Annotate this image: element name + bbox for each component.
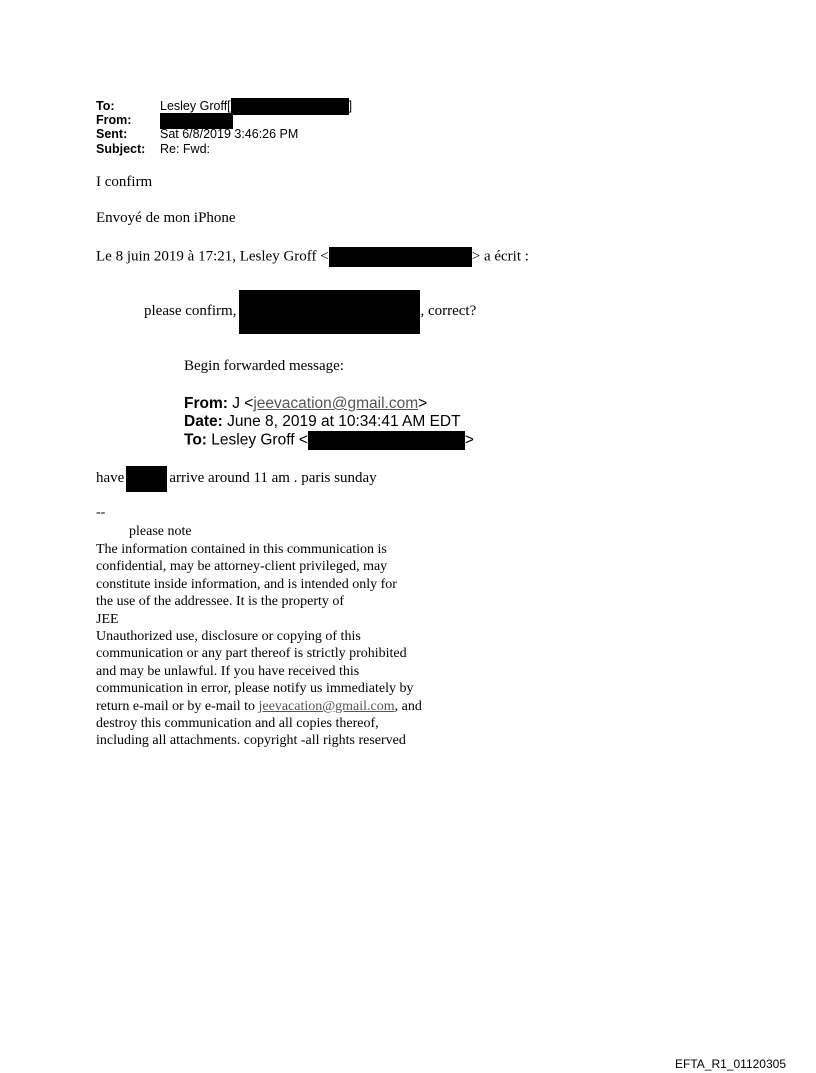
notice-line: JEE: [96, 611, 119, 627]
body-line-signature: Envoyé de mon iPhone: [96, 210, 236, 226]
redaction-box: [329, 247, 472, 267]
notice-text: , and: [394, 698, 422, 714]
to-close: ]: [348, 98, 353, 113]
fwd-to-value: Lesley Groff <: [206, 431, 308, 449]
notice-line: communication in error, please notify us immediately by: [96, 681, 414, 697]
notice-line: destroy this communication and all copies thereof,: [96, 716, 379, 732]
fwd-to-close: >: [464, 431, 474, 449]
reply-intro: [96, 247, 529, 267]
subject-value: Re: Fwd:: [160, 142, 211, 156]
notice-text: return e-mail or by e-mail to: [96, 698, 259, 714]
sent-value: Sat 6/8/2019 3:46:26 PM: [160, 127, 299, 141]
redaction-box: [239, 290, 420, 334]
fwd-date-row: [184, 413, 461, 431]
confirm-text: please confirm,: [144, 303, 237, 319]
have-text: have: [96, 470, 125, 486]
have-line: [96, 465, 377, 492]
forwarded-heading: Begin forwarded message:: [184, 358, 344, 374]
from-label: From:: [96, 113, 132, 128]
fwd-date-value: June 8, 2019 at 10:34:41 AM EDT: [222, 413, 461, 430]
fwd-from-email-link[interactable]: jeevacation@gmail.com: [253, 395, 419, 412]
header-subject-row: [96, 143, 210, 156]
notice-line: confidential, may be attorney-client privileged, may: [96, 559, 388, 575]
fwd-from-label: From:: [184, 395, 228, 412]
notice-line: the use of the addressee. It is the property of: [96, 594, 345, 610]
notice-line: including all attachments. copyright -all rights reserved: [96, 733, 406, 749]
fwd-date-label: Date:: [184, 413, 223, 430]
please-note: please note: [129, 524, 192, 539]
signature-dashes: --: [96, 505, 106, 520]
body-line-confirm: I confirm: [96, 174, 153, 190]
notice-line: Unauthorized use, disclosure or copying of this: [96, 629, 361, 645]
notice-line: and may be unlawful. If you have received this: [96, 663, 360, 679]
fwd-from-row: [184, 395, 427, 413]
redaction-box: [308, 431, 465, 450]
reply-intro-suffix: > a écrit :: [471, 248, 529, 265]
fwd-to-row: [184, 431, 474, 450]
header-sent-row: [96, 128, 298, 141]
notice-email-link[interactable]: jeevacation@gmail.com: [258, 698, 395, 714]
reply-intro-text: Le 8 juin 2019 à 17:21, Lesley Groff <: [96, 248, 329, 265]
confirm-request: [144, 289, 476, 334]
fwd-from-close: >: [418, 395, 428, 412]
fwd-to-label: To:: [184, 431, 207, 449]
to-label: To:: [96, 98, 115, 113]
document-id: EFTA_R1_01120305: [675, 1057, 786, 1071]
notice-line: The information contained in this communication is: [96, 542, 387, 557]
notice-line: communication or any part thereof is strictly prohibited: [96, 646, 407, 662]
to-value: Lesley Groff[: [160, 98, 231, 113]
notice-line: [96, 698, 422, 715]
notice-line: constitute inside information, and is intended only for: [96, 576, 397, 592]
subject-label: Subject:: [96, 142, 146, 156]
redaction-box: [126, 466, 167, 492]
redaction-box: [231, 98, 349, 115]
fwd-from-name: J <: [227, 395, 254, 412]
have-suffix: arrive around 11 am . paris sunday: [169, 470, 377, 486]
confidentiality-notice: [96, 541, 422, 750]
sent-label: Sent:: [96, 127, 128, 141]
confirm-suffix: , correct?: [420, 303, 477, 319]
